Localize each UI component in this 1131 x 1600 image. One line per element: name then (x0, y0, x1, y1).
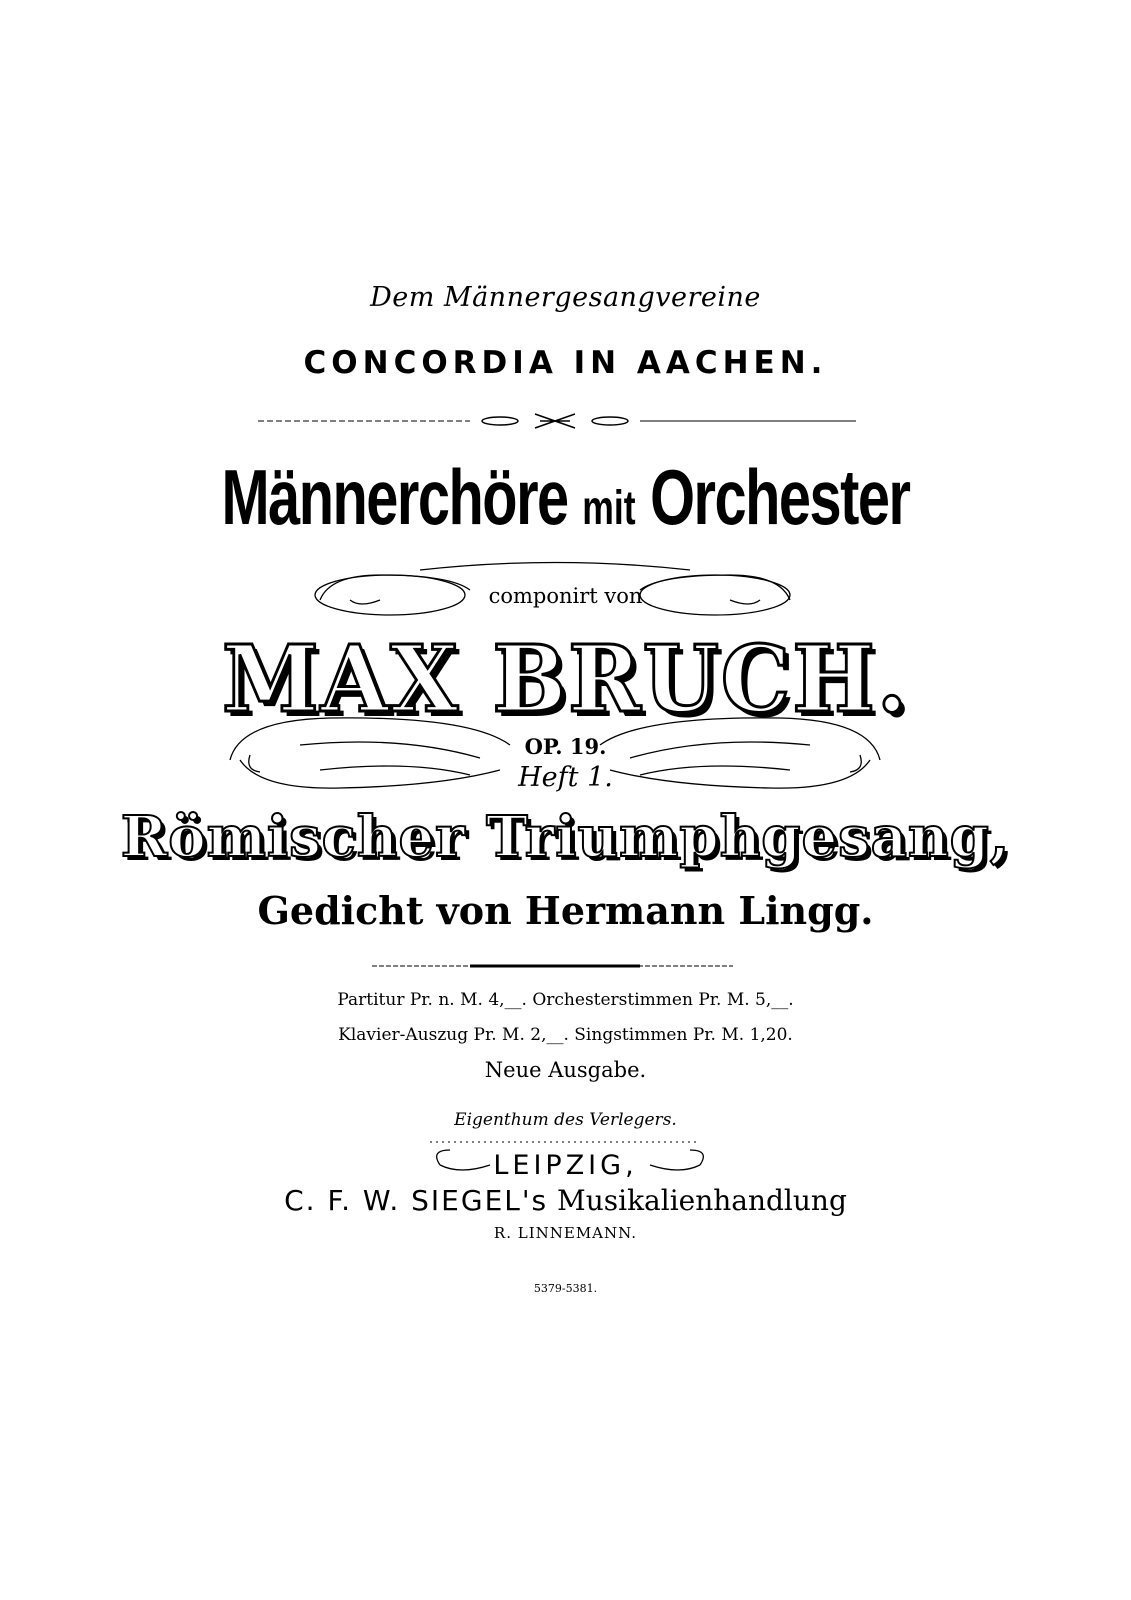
ornamental-rule (258, 414, 856, 428)
property-note: Eigenthum des Verlegers. (454, 1110, 677, 1130)
composer-name: MAX BRUCH. (221, 625, 910, 733)
publisher-owner: R. LINNEMANN. (493, 1224, 638, 1242)
edition-note: Neue Ausgabe. (484, 1058, 647, 1082)
work-title: Römischer Triumphgesang, (120, 804, 1011, 870)
price-line-1: Partitur Pr. n. M. 4,__. Orchesterstimmen Pr. M. 5,__. (337, 990, 794, 1010)
plate-number: 5379-5381. (533, 1282, 598, 1295)
poem-by: Gedicht von Hermann Lingg. (257, 888, 874, 933)
title-end: Orchester (650, 453, 910, 541)
publisher-rest: Musikalienhandlung (557, 1184, 847, 1217)
publisher-caps: C. F. W. SIEGEL's (284, 1184, 549, 1217)
title-mit: mit (582, 482, 636, 535)
page-title (147, 452, 984, 543)
price-line-2: Klavier-Auszug Pr. M. 2,__. Singstimmen Pr. M. 1,20. (338, 1025, 793, 1045)
dedication-line: Dem Männergesangvereine (370, 282, 761, 313)
society-name: CONCORDIA IN AACHEN. (303, 345, 828, 381)
publisher-city: LEIPZIG, (493, 1150, 638, 1181)
composed-by: componirt von (488, 584, 643, 608)
publisher-name (0, 1184, 1131, 1217)
opus-number: OP. 19. (524, 734, 607, 759)
title-main: Männerchöre (221, 453, 568, 541)
heft-number: Heft 1. (518, 762, 613, 793)
